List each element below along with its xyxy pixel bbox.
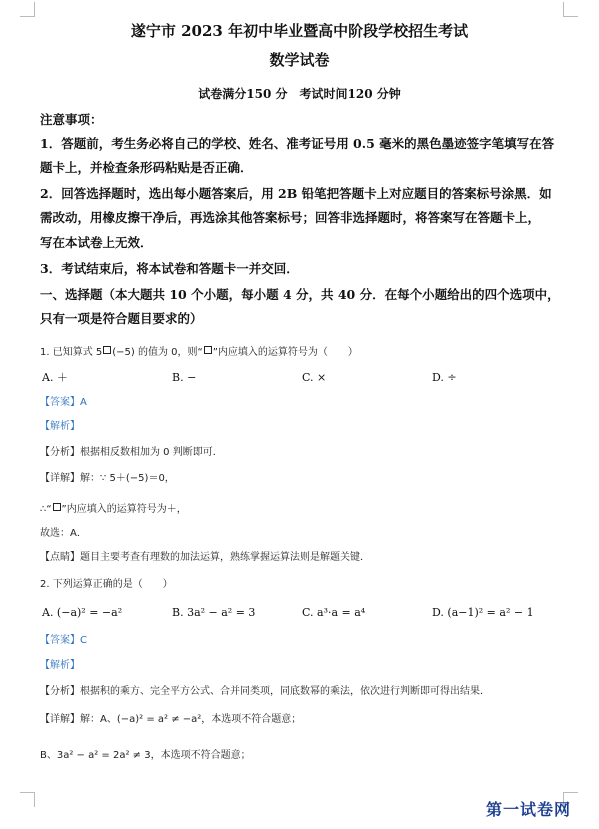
note-3: 3．考试结束后，将本试卷和答题卡一并交回． xyxy=(40,261,299,276)
q1-option-d: D. ÷ xyxy=(432,371,457,384)
q2-option-c: C. a³·a = a⁴ xyxy=(302,606,366,619)
crop-mark-top-right xyxy=(563,2,578,17)
section-1-line-2: 只有一项是符合题目要求的） xyxy=(40,311,203,326)
q2-option-b-check: B、3a² − a² = 2a² ≠ 3，本选项不符合题意； xyxy=(40,750,251,761)
note-2-line-2: 需改动，用橡皮擦干净后，再选涂其他答案标号；回答非选择题时，将答案写在答题卡上， xyxy=(40,210,541,225)
q1-answer: 【答案】A xyxy=(40,397,87,408)
note-2-line-1: 2．回答选择题时，选出每小题答案后，用 2B 铅笔把答题卡上对应题目的答案标号涂黑．如 xyxy=(40,186,552,201)
site-logo: 第一试卷网 xyxy=(486,800,572,819)
q2-jiexi-label: 【解析】 xyxy=(40,660,80,671)
q2-option-a: A. (−a)² = −a² xyxy=(42,606,123,619)
notes-heading: 注意事项： xyxy=(40,112,103,127)
note-1-line-2: 题卡上，并检查条形码粘贴是否正确． xyxy=(40,160,253,175)
q1-comment: 【点睛】题目主要考查有理数的加法运算，熟练掌握运算法则是解题关键． xyxy=(40,552,370,563)
exam-time: 考试时间120 分钟 xyxy=(299,87,401,101)
blank-box-icon xyxy=(103,346,111,354)
q1-choose: 故选：A． xyxy=(40,528,87,539)
full-score: 试卷满分150 分 xyxy=(198,87,288,101)
q1-stem: 1. 已知算式 5 (−5) 的值为 0，则“ ”内应填入的运算符号为（ ） xyxy=(40,347,358,358)
q2-option-d: D. (a−1)² = a² − 1 xyxy=(432,606,534,619)
q1-option-c: C. × xyxy=(302,371,327,384)
crop-mark-bottom-left xyxy=(20,792,35,807)
section-1-line-1: 一、选择题（本大题共 10 个小题，每小题 4 分，共 40 分．在每个小题给出的四个选项中， xyxy=(40,287,560,302)
note-1-line-1: 1．答题前，考生务必将自己的学校、姓名、准考证号用 0.5 毫米的黑色墨迹签字笔填写在答 xyxy=(40,136,555,151)
note-2-line-3: 写在本试卷上无效． xyxy=(40,235,153,250)
q1-analysis: 【分析】根据相反数相加为 0 判断即可． xyxy=(40,447,223,458)
q2-detail: 【详解】解：A、(−a)² = a² ≠ −a²，本选项不符合题意； xyxy=(40,714,302,725)
exam-title: 遂宁市 2023 年初中毕业暨高中阶段学校招生考试 xyxy=(130,22,469,40)
q1-option-a: A. ＋ xyxy=(42,371,68,384)
q2-analysis: 【分析】根据积的乘方、完全平方公式、合并同类项，同底数幂的乘法，依次进行判断即可得出结果． xyxy=(40,686,490,697)
q2-answer: 【答案】C xyxy=(40,635,87,646)
q2-option-b: B. 3a² − a² = 3 xyxy=(172,606,256,619)
exam-meta xyxy=(0,88,599,100)
q2-stem: 2. 下列运算正确的是（ ） xyxy=(40,579,173,590)
blank-box-icon xyxy=(53,503,61,511)
crop-mark-top-left xyxy=(20,2,35,17)
q1-jiexi-label: 【解析】 xyxy=(40,421,80,432)
blank-box-icon xyxy=(204,346,212,354)
q1-option-b: B. − xyxy=(172,371,197,384)
q1-detail: 【详解】解：∵ 5＋(−5)＝0， xyxy=(40,473,175,484)
exam-subtitle: 数学试卷 xyxy=(269,51,330,69)
q1-conclusion: ∴“ ”内应填入的运算符号为＋， xyxy=(40,504,187,515)
